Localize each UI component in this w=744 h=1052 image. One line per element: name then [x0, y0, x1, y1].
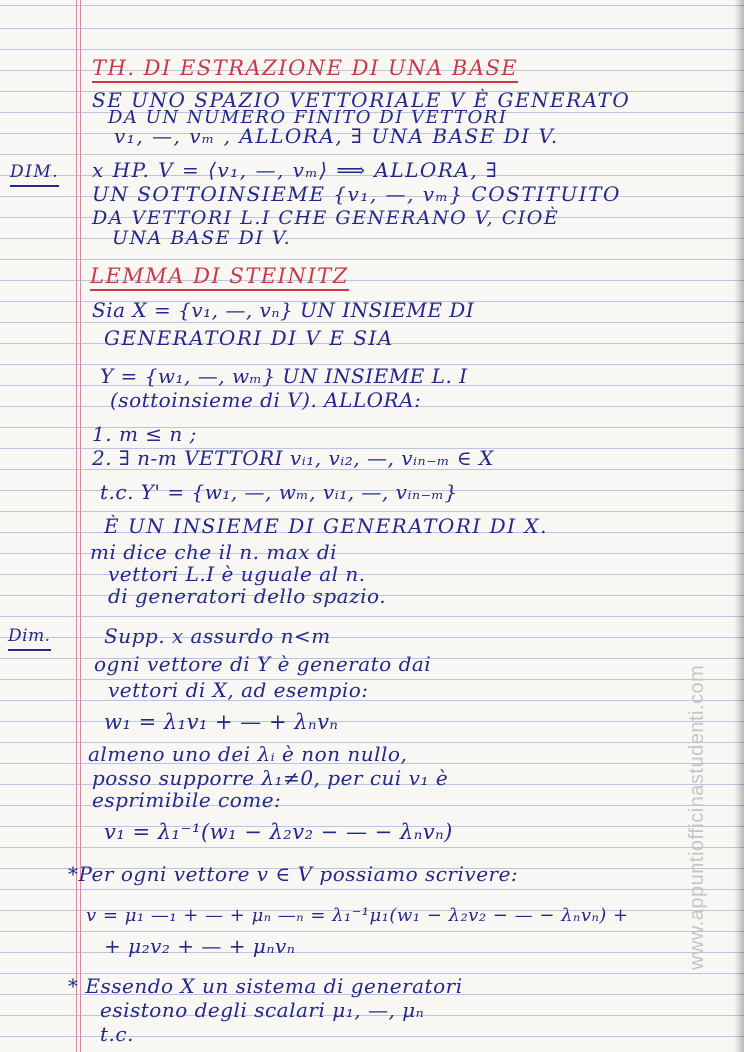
proof-line: * Essendo X un sistema di generatori	[68, 974, 463, 998]
lemma-title: LEMMA DI STEINITZ	[90, 264, 349, 291]
proof-formula: + μ₂v₂ + — + μₙvₙ	[104, 934, 296, 958]
proof-line: *Per ogni vettore v ∈ V possiamo scrivere:	[68, 862, 519, 886]
theorem-line: SE UNO SPAZIO VETTORIALE V È GENERATO	[92, 88, 631, 112]
proof-line: vettori di X, ad esempio:	[108, 678, 369, 702]
margin-line	[76, 0, 77, 1052]
dim-line: UNA BASE DI V.	[112, 227, 292, 249]
lemma-note: mi dice che il n. max di	[90, 540, 338, 564]
theorem-title: TH. DI ESTRAZIONE DI UNA BASE	[92, 56, 518, 83]
dim-label: DIM.	[10, 160, 59, 187]
proof-line: posso supporre λ₁≠0, per cui v₁ è	[92, 766, 449, 790]
proof-formula: v₁ = λ₁⁻¹(w₁ − λ₂v₂ − — − λₙvₙ)	[104, 820, 453, 844]
proof-formula: v = μ₁ —₁ + — + μₙ —ₙ = λ₁⁻¹μ₁(w₁ − λ₂v₂ − — − λₙvₙ) +	[86, 905, 629, 926]
lemma-note: di generatori dello spazio.	[108, 584, 387, 608]
lemma-line: (sottoinsieme di V). ALLORA:	[110, 388, 422, 412]
proof-line: esistono degli scalari μ₁, —, μₙ	[100, 998, 425, 1022]
theorem-line: DA UN NUMERO FINITO DI VETTORI	[108, 107, 508, 128]
lemma-line: È UN INSIEME DI GENERATORI DI X.	[104, 514, 549, 538]
lemma-line: Y = {w₁, —, wₘ} UN INSIEME L. I	[100, 364, 468, 388]
lemma-line: Sia X = {v₁, —, vₙ} UN INSIEME DI	[92, 298, 475, 322]
watermark: www.appuntiofficinastudenti.com	[686, 664, 708, 970]
margin-line	[80, 0, 81, 1052]
page-edge-shadow	[734, 0, 744, 1052]
dim-line: x HP. V = ⟨v₁, —, vₘ⟩ ⟹ ALLORA, ∃	[92, 158, 499, 182]
proof-line: almeno uno dei λᵢ è non nullo,	[88, 742, 408, 766]
dim-line: UN SOTTOINSIEME {v₁, —, vₘ} COSTITUITO	[92, 182, 621, 206]
proof-line: ogni vettore di Y è generato dai	[94, 652, 432, 676]
proof-formula: w₁ = λ₁v₁ + — + λₙvₙ	[104, 710, 339, 734]
theorem-line: v₁, —, vₘ , ALLORA, ∃ UNA BASE DI V.	[114, 124, 559, 148]
lemma-line: t.c. Y' = {w₁, —, wₘ, vᵢ₁, —, vᵢₙ₋ₘ}	[100, 480, 458, 504]
dim-line: DA VETTORI L.I CHE GENERANO V, CIOÈ	[92, 207, 560, 229]
lemma-line: GENERATORI DI V E SIA	[104, 326, 394, 350]
proof-line: esprimibile come:	[92, 788, 282, 812]
proof-line: Supp. x assurdo n<m	[104, 624, 331, 648]
lemma-line: 2. ∃ n-m VETTORI vᵢ₁, vᵢ₂, —, vᵢₙ₋ₘ ∈ X	[92, 446, 494, 470]
lemma-line: 1. m ≤ n ;	[92, 422, 197, 446]
proof-line: t.c.	[100, 1022, 134, 1046]
dim-label: Dim.	[8, 624, 51, 651]
lemma-note: vettori L.I è uguale al n.	[108, 562, 366, 586]
